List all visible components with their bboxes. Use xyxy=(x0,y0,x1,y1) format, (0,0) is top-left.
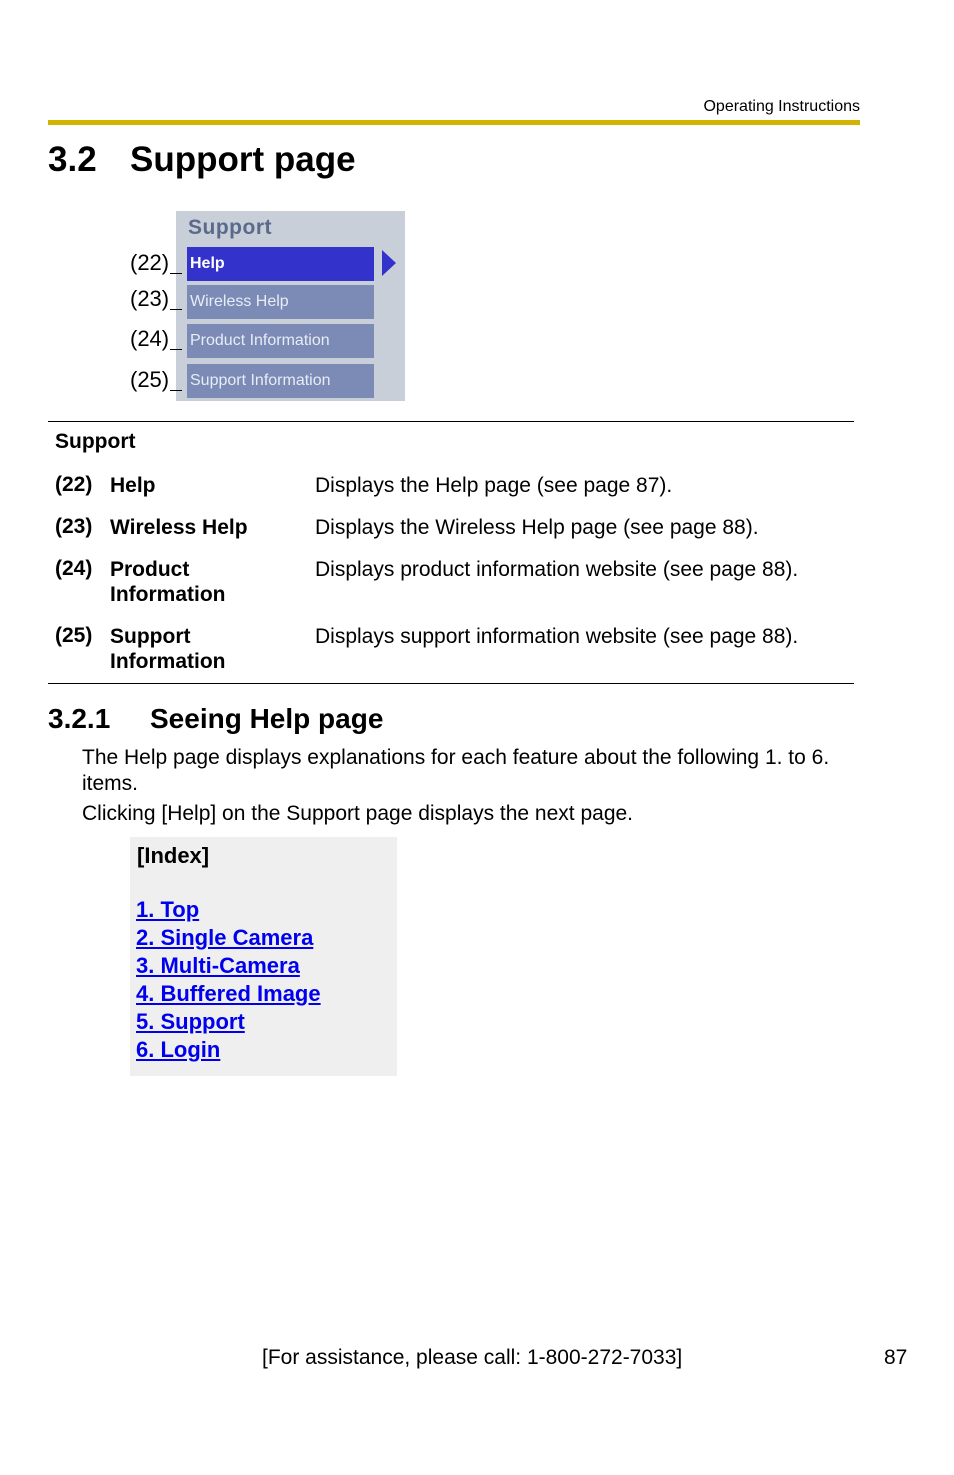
row-number: (25) xyxy=(55,624,93,647)
paragraph: The Help page displays explanations for each feature about the following 1. to 6. items. xyxy=(82,746,830,795)
callout-22: (22) xyxy=(130,250,182,276)
table-heading: Support xyxy=(55,430,136,453)
row-number: (24) xyxy=(55,557,93,580)
row-number: (22) xyxy=(55,473,93,496)
row-description: Displays support information website (see page 88). xyxy=(315,625,799,648)
row-description: Displays the Help page (see page 87). xyxy=(315,474,673,497)
subsection-heading xyxy=(48,703,383,735)
section-heading xyxy=(48,140,356,180)
table-bottom-rule xyxy=(48,683,854,684)
index-link-single-camera[interactable]: 2. Single Camera xyxy=(136,925,314,950)
row-description: Displays the Wireless Help page (see page 88). xyxy=(315,516,759,539)
menu-item-help[interactable]: Help xyxy=(187,247,374,281)
row-number: (23) xyxy=(55,515,93,538)
row-name: Product Information xyxy=(110,558,226,606)
table-top-rule xyxy=(48,421,854,422)
subsection-title: Seeing Help page xyxy=(150,703,384,734)
page-number: 87 xyxy=(884,1346,908,1369)
menu-item-product-information[interactable]: Product Information xyxy=(187,324,374,358)
section-title: Support page xyxy=(130,140,356,179)
menu-item-support-information[interactable]: Support Information xyxy=(187,364,374,398)
active-arrow-icon xyxy=(382,250,396,276)
row-name: Support Information xyxy=(110,625,226,673)
callout-23: (23) xyxy=(130,286,182,312)
index-title: [Index] xyxy=(137,843,210,868)
index-link-multi-camera[interactable]: 3. Multi-Camera xyxy=(136,953,300,978)
footer-assistance: [For assistance, please call: 1-800-272-7033] xyxy=(262,1346,683,1369)
subsection-number: 3.2.1 xyxy=(48,703,111,734)
header-rule xyxy=(48,120,860,125)
index-link-login[interactable]: 6. Login xyxy=(136,1037,221,1062)
row-name: Help xyxy=(110,474,156,497)
callout-25: (25) xyxy=(130,367,182,393)
index-link-support[interactable]: 5. Support xyxy=(136,1009,245,1034)
support-menu-title: Support xyxy=(188,216,272,239)
row-name: Wireless Help xyxy=(110,516,248,539)
menu-item-wireless-help[interactable]: Wireless Help xyxy=(187,285,374,319)
row-description: Displays product information website (see page 88). xyxy=(315,558,799,581)
paragraph: Clicking [Help] on the Support page displays the next page. xyxy=(82,802,634,825)
running-header: Operating Instructions xyxy=(703,98,860,115)
callout-24: (24) xyxy=(130,326,182,352)
index-link-top[interactable]: 1. Top xyxy=(136,897,200,922)
section-number: 3.2 xyxy=(48,140,97,179)
index-link-buffered-image[interactable]: 4. Buffered Image xyxy=(136,981,321,1006)
